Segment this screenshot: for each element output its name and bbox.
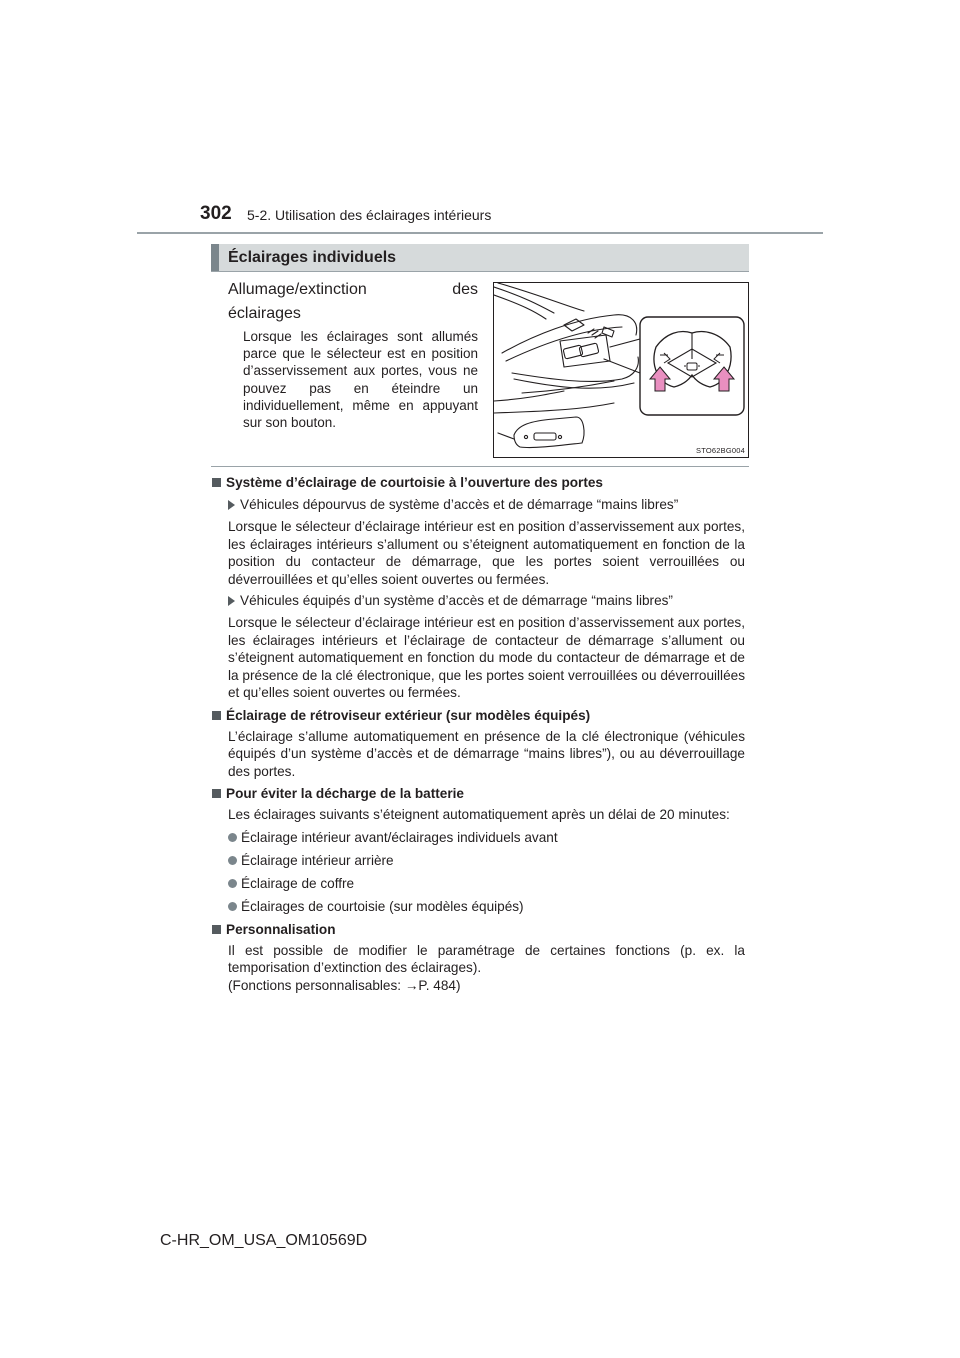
- page-number: 302: [200, 203, 232, 224]
- running-header: 5-2. Utilisation des éclairages intérieurs: [247, 207, 492, 223]
- heading-mirror: Éclairage de rétroviseur extérieur (sur modèles équipés): [211, 707, 745, 725]
- list-item: Éclairage intérieur arrière: [228, 852, 745, 870]
- item-title-word1: Allumage/extinction: [228, 281, 367, 298]
- square-bullet-icon: [212, 789, 221, 798]
- overhead-console-drawing: [494, 283, 748, 457]
- paragraph-mirror: L’éclairage s’allume automatiquement en présence de la clé électronique (véhicules équipés d’un système d’accès et de démarrage “mains libres”), ou au déverrouillage des portes.: [228, 728, 745, 779]
- item-description: Lorsque les éclairages sont allumés parce que le sélecteur est en position d’asservissement aux portes, vous ne pouvez pas en éteindre un individuellement, même en appuyant sur son bouton.: [243, 329, 478, 431]
- item-title: [228, 278, 478, 326]
- block-rule: [211, 466, 749, 467]
- circle-bullet-icon: [228, 856, 237, 865]
- customization-reference: (Fonctions personnalisables: →P. 484): [228, 977, 461, 993]
- item-title-line2: éclairages: [228, 305, 301, 322]
- heading-battery: Pour éviter la décharge de la batterie: [211, 785, 745, 803]
- subheading-without-smart-key: Véhicules dépourvus de système d’accès et de démarrage “mains libres”: [228, 495, 745, 515]
- heading-courtesy: Système d’éclairage de courtoisie à l’ouverture des portes: [211, 474, 745, 492]
- header-rule: [137, 232, 823, 234]
- heading-customization: Personnalisation: [211, 921, 745, 939]
- notes-body: [211, 474, 745, 994]
- page-reference-link[interactable]: P. 484): [418, 977, 461, 993]
- footer-document-id: C-HR_OM_USA_OM10569D: [160, 1232, 368, 1249]
- item-title-word2: des: [452, 281, 478, 298]
- list-item: Éclairages de courtoisie (sur modèles équipés): [228, 898, 745, 916]
- triangle-bullet-icon: [228, 500, 235, 510]
- square-bullet-icon: [212, 711, 221, 720]
- section-title: Éclairages individuels: [211, 244, 749, 271]
- paragraph-customization: Il est possible de modifier le paramétrage de certaines fonctions (p. ex. la temporisation d’extinction des éclairages).: [228, 942, 745, 975]
- triangle-bullet-icon: [228, 596, 235, 606]
- illustration-code: STO62BG004: [696, 446, 745, 455]
- subheading-with-smart-key: Véhicules équipés d’un système d’accès et de démarrage “mains libres”: [228, 591, 745, 611]
- paragraph-without-smart-key: Lorsque le sélecteur d’éclairage intérieur est en position d’asservissement aux portes, les éclairages intérieurs s’allument ou s’éteignent automatiquement en fonction de la position du contacteur de démarrage, que les portes soient verrouillées ou déverrouillées et qu’elles soient ouvertes ou fermées.: [228, 519, 745, 587]
- circle-bullet-icon: [228, 879, 237, 888]
- list-item: Éclairage intérieur avant/éclairages individuels avant: [228, 829, 745, 847]
- square-bullet-icon: [212, 925, 221, 934]
- section-title-underline: [211, 271, 749, 272]
- individual-light-switch-illustration: [493, 282, 749, 458]
- circle-bullet-icon: [228, 833, 237, 842]
- list-item: Éclairage de coffre: [228, 875, 745, 893]
- paragraph-with-smart-key: Lorsque le sélecteur d’éclairage intérieur est en position d’asservissement aux portes, les éclairages intérieurs et l’éclairage de contacteur de démarrage s’allument ou s’éteignent automatiquement en fonction du mode du contacteur de démarrage et de la présence de la clé électronique, que les portes soient verrouillées ou déverrouillées et qu’elles soient ouvertes ou fermées.: [228, 615, 745, 700]
- square-bullet-icon: [212, 478, 221, 487]
- circle-bullet-icon: [228, 902, 237, 911]
- arrow-right-icon: →: [404, 977, 419, 993]
- paragraph-battery: Les éclairages suivants s’éteignent automatiquement après un délai de 20 minutes:: [228, 807, 730, 822]
